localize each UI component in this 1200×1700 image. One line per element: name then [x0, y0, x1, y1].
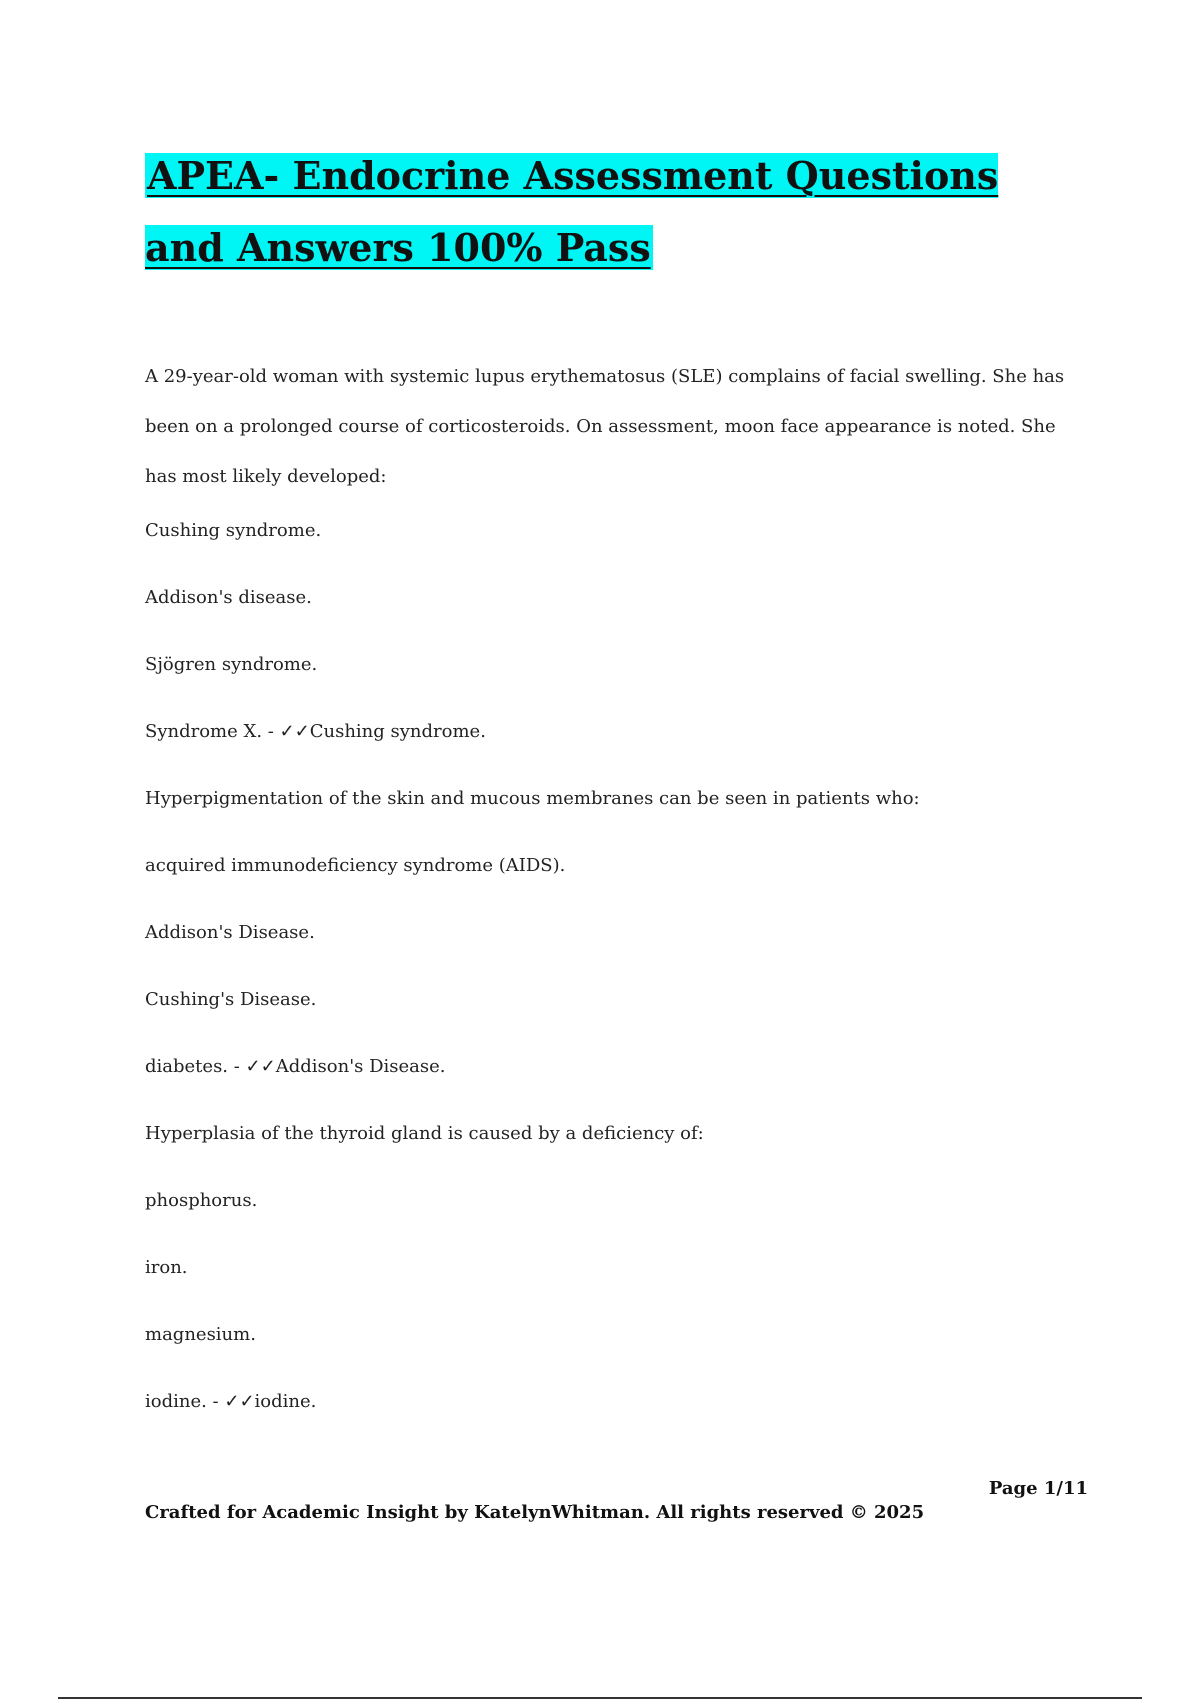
footer-credit: Crafted for Academic Insight by KatelynWhitman. All rights reserved © 2025	[145, 1502, 925, 1523]
answer-option: Cushing's Disease.	[145, 989, 317, 1010]
question-text: Hyperpigmentation of the skin and mucous membranes can be seen in patients who:	[145, 788, 920, 809]
answer-option: Addison's Disease.	[145, 922, 315, 943]
question-block-1	[145, 352, 1065, 747]
answer-option-with-key: diabetes. - ✓✓Addison's Disease.	[145, 1056, 446, 1077]
answer-option: magnesium.	[145, 1324, 256, 1345]
question-text: Hyperplasia of the thyroid gland is caused by a deficiency of:	[145, 1123, 704, 1144]
page-divider	[58, 1697, 1142, 1699]
answer-option: iron.	[145, 1257, 188, 1278]
answer-option: acquired immunodeficiency syndrome (AIDS).	[145, 855, 566, 876]
document-title-highlight: APEA- Endocrine Assessment Questions and Answers 100% Pass	[145, 153, 999, 270]
answer-option: phosphorus.	[145, 1190, 258, 1211]
question-list	[145, 352, 1065, 1454]
answer-option: Cushing syndrome.	[145, 520, 322, 541]
question-block-3	[145, 1119, 1065, 1417]
question-text: A 29-year-old woman with systemic lupus erythematosus (SLE) complains of facial swelling. She has been on a prolonged course of corticosteroids. On assessment, moon face appearance is noted. She has most likely developed:	[145, 366, 1065, 487]
question-block-2	[145, 784, 1065, 1082]
answer-option: Sjögren syndrome.	[145, 654, 318, 675]
page-number: Page 1/11	[988, 1478, 1088, 1499]
answer-option-with-key: Syndrome X. - ✓✓Cushing syndrome.	[145, 721, 486, 742]
answer-option-with-key: iodine. - ✓✓iodine.	[145, 1391, 317, 1412]
document-title	[145, 140, 1065, 284]
answer-option: Addison's disease.	[145, 587, 312, 608]
